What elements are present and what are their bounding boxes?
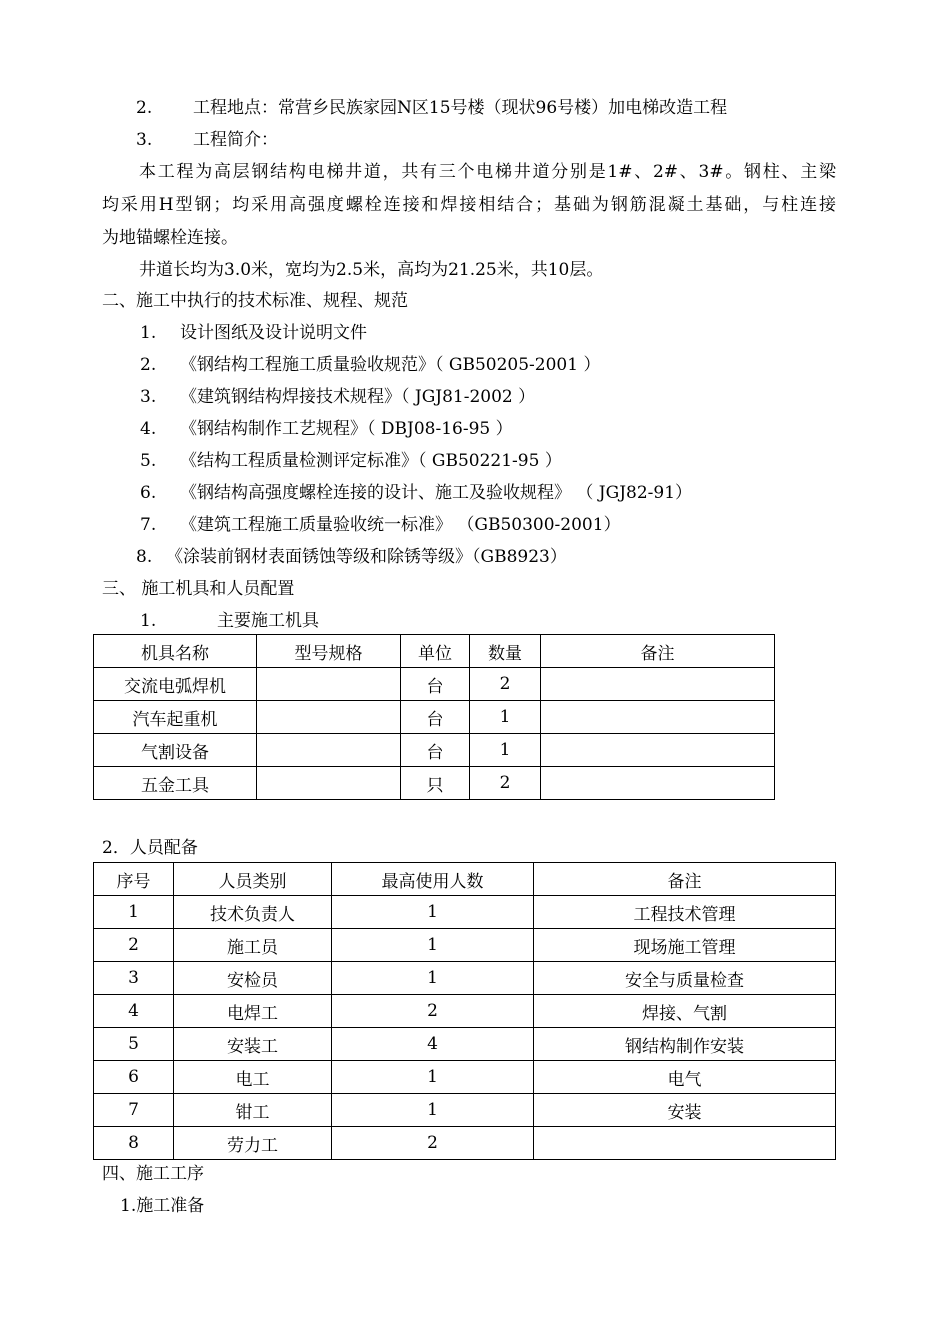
section-4-heading: 四、施工工序: [102, 1164, 204, 1184]
staff-subheading: 2．人员配备: [102, 838, 198, 858]
table-header-cell: 备注: [541, 635, 775, 668]
table-cell: 焊接、气割: [534, 995, 836, 1028]
staff-table: [93, 862, 836, 1160]
shaft-dimensions-text: 井道长均为3.0米，宽均为2.5米，高均为21.25米，共10层。: [139, 260, 604, 280]
table-header-cell: 单位: [401, 635, 470, 668]
table-cell: [541, 734, 775, 767]
standard-item-text: 《涂装前钢材表面锈蚀等级和除锈等级》（GB8923）: [166, 547, 567, 567]
table-cell: 1: [332, 1061, 534, 1094]
table-cell: [257, 734, 401, 767]
table-cell: 1: [332, 896, 534, 929]
table-cell: 劳力工: [174, 1127, 332, 1160]
table-cell: 2: [332, 1127, 534, 1160]
equipment-table: [93, 634, 775, 800]
table-cell: 1: [332, 962, 534, 995]
table-cell: 3: [94, 962, 174, 995]
table-header-cell: 机具名称: [94, 635, 257, 668]
table-cell: 五金工具: [94, 767, 257, 800]
table-cell: 4: [332, 1028, 534, 1061]
table-row: [94, 734, 775, 767]
table-row: [94, 995, 836, 1028]
table-cell: 台: [401, 668, 470, 701]
table-cell: 汽车起重机: [94, 701, 257, 734]
project-description-line-3: 为地锚螺栓连接。: [102, 228, 238, 248]
table-cell: 工程技术管理: [534, 896, 836, 929]
standard-item-number: 2.: [140, 355, 157, 375]
intro-item-2-number: 2.: [136, 98, 153, 118]
table-cell: 钳工: [174, 1094, 332, 1127]
table-cell: 1: [470, 734, 541, 767]
table-header-cell: 序号: [94, 863, 174, 896]
table-cell: 安全与质量检查: [534, 962, 836, 995]
table-cell: 安装: [534, 1094, 836, 1127]
table-cell: [257, 701, 401, 734]
standard-item-text: 设计图纸及设计说明文件: [180, 323, 367, 343]
table-cell: 1: [332, 929, 534, 962]
table-cell: 4: [94, 995, 174, 1028]
table-row: [94, 962, 836, 995]
table-row: [94, 929, 836, 962]
table-cell: 气割设备: [94, 734, 257, 767]
project-description-line-1: 本工程为高层钢结构电梯井道，共有三个电梯井道分别是1#、2#、3#。钢柱、主梁: [139, 162, 836, 182]
equipment-subheading-number: 1.: [140, 611, 157, 631]
table-cell: 电焊工: [174, 995, 332, 1028]
table-cell: 电气: [534, 1061, 836, 1094]
table-header-cell: 数量: [470, 635, 541, 668]
table-row: [94, 767, 775, 800]
section-3-heading: 三、 施工机具和人员配置: [102, 579, 295, 599]
table-cell: 8: [94, 1127, 174, 1160]
table-header-cell: 人员类别: [174, 863, 332, 896]
table-cell: [541, 767, 775, 800]
table-cell: [541, 668, 775, 701]
standard-item-text: 《建筑工程施工质量验收统一标准》 （GB50300-2001）: [180, 515, 621, 535]
table-row: [94, 1094, 836, 1127]
standard-item-text: 《建筑钢结构焊接技术规程》（ JGJ81-2002 ）: [180, 387, 536, 407]
table-header-cell: 最高使用人数: [332, 863, 534, 896]
table-cell: 交流电弧焊机: [94, 668, 257, 701]
table-cell: [541, 701, 775, 734]
table-cell: 安检员: [174, 962, 332, 995]
table-cell: 台: [401, 701, 470, 734]
table-row: [94, 701, 775, 734]
standard-item-text: 《钢结构高强度螺栓连接的设计、施工及验收规程》 （ JGJ82-91）: [180, 483, 693, 503]
table-cell: 5: [94, 1028, 174, 1061]
table-cell: 钢结构制作安装: [534, 1028, 836, 1061]
table-cell: 1: [332, 1094, 534, 1127]
standard-item-text: 《钢结构工程施工质量验收规范》（ GB50205-2001 ）: [180, 355, 601, 375]
table-cell: 2: [332, 995, 534, 1028]
table-cell: 施工员: [174, 929, 332, 962]
table-cell: 技术负责人: [174, 896, 332, 929]
table-cell: 2: [94, 929, 174, 962]
table-cell: 只: [401, 767, 470, 800]
standard-item-number: 6.: [140, 483, 157, 503]
project-summary-heading: 工程简介：: [193, 130, 278, 150]
standard-item-number: 8.: [136, 547, 153, 567]
table-cell: 1: [470, 701, 541, 734]
table-row: [94, 668, 775, 701]
standard-item-number: 5.: [140, 451, 157, 471]
table-header-row: [94, 635, 775, 668]
table-header-row: [94, 863, 836, 896]
standard-item-text: 《结构工程质量检测评定标准》（ GB50221-95 ）: [180, 451, 562, 471]
table-cell: [257, 668, 401, 701]
table-cell: 1: [94, 896, 174, 929]
table-row: [94, 1061, 836, 1094]
intro-item-3-number: 3.: [136, 130, 153, 150]
standard-item-number: 4.: [140, 419, 157, 439]
standard-item-number: 1.: [140, 323, 157, 343]
section-2-heading: 二、施工中执行的技术标准、规程、规范: [102, 291, 408, 311]
table-cell: 2: [470, 668, 541, 701]
standard-item-text: 《钢结构制作工艺规程》（ DBJ08-16-95 ）: [180, 419, 513, 439]
table-cell: 电工: [174, 1061, 332, 1094]
table-cell: [534, 1127, 836, 1160]
standard-item-number: 7.: [140, 515, 157, 535]
table-header-cell: 备注: [534, 863, 836, 896]
table-cell: 现场施工管理: [534, 929, 836, 962]
project-location-text: 工程地点：常营乡民族家园N区15号楼（现状96号楼）加电梯改造工程: [193, 98, 728, 118]
table-cell: 6: [94, 1061, 174, 1094]
table-row: [94, 1028, 836, 1061]
table-cell: [257, 767, 401, 800]
table-cell: 安装工: [174, 1028, 332, 1061]
table-header-cell: 型号规格: [257, 635, 401, 668]
project-description-line-2: 均采用H型钢；均采用高强度螺栓连接和焊接相结合；基础为钢筋混凝土基础，与柱连接: [102, 195, 836, 215]
table-cell: 7: [94, 1094, 174, 1127]
table-cell: 台: [401, 734, 470, 767]
table-cell: 2: [470, 767, 541, 800]
standard-item-number: 3.: [140, 387, 157, 407]
table-row: [94, 896, 836, 929]
table-row: [94, 1127, 836, 1160]
equipment-subheading: 主要施工机具: [217, 611, 319, 631]
preparation-subheading: 1.施工准备: [120, 1196, 205, 1216]
